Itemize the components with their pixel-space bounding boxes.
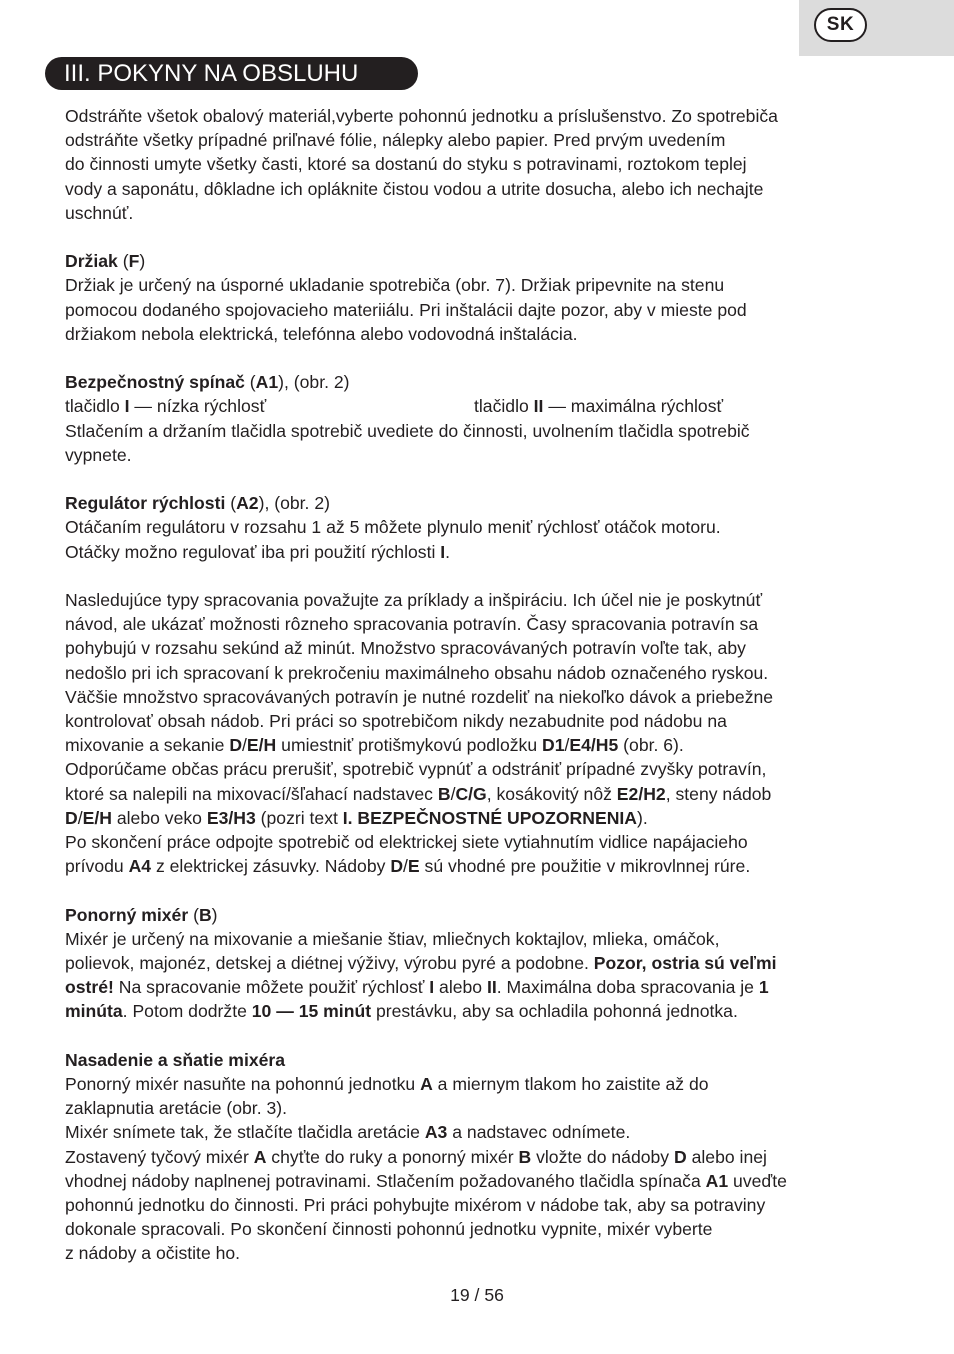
- text-line: ktoré sa nalepili na mixovací/šľahací nadstavec B/C/G, kosákovitý nôž E2/H2, steny nádob: [65, 783, 772, 804]
- max-speed-text: tlačidlo II — maximálna rýchlosť: [474, 396, 724, 417]
- holder-section: [65, 249, 915, 346]
- text-line: D/E/H alebo veko E3/H3 (pozri text I. BEZPEČNOSTNÉ UPOZORNENIA).: [65, 807, 648, 828]
- text-line: zaklapnutia aretácie (obr. 3).: [65, 1098, 288, 1119]
- text-line: Držiak je určený na úsporné ukladanie spotrebiča (obr. 7). Držiak pripevnite na stenu: [65, 275, 725, 296]
- manual-content: [65, 104, 915, 1266]
- text-line: pomocou dodaného spojovacieho materiiálu. Pri inštalácii dajte pozor, aby v mieste pod: [65, 299, 747, 320]
- text-line: Po skončení práce odpojte spotrebič od elektrickej siete vytiahnutím vidlice napájacieho: [65, 832, 748, 853]
- low-speed-text: tlačidlo I — nízka rýchlosť: [65, 396, 267, 417]
- text-line: do činnosti umyte všetky časti, ktoré sa dostanú do styku s potravinami, roztokom teplej: [65, 154, 747, 175]
- mounting-heading: Nasadenie a sňatie mixéra: [65, 1049, 286, 1070]
- text-line: odstráňte všetky prípadné priľnavé fólie, nálepky alebo papier. Pred prvým uvedením: [65, 130, 726, 151]
- language-badge: SK: [814, 8, 867, 42]
- text-line: pohybujú v rozsahu sekúnd až minút. Množstvo spracovávaných potravín voľte tak, aby: [65, 638, 746, 659]
- intro-paragraph: [65, 104, 915, 225]
- regulator-heading: Regulátor rýchlosti (A2), (obr. 2): [65, 493, 330, 514]
- text-line: mixovanie a sekanie D/E/H umiestniť protišmykovú podložku D1/E4/H5 (obr. 6).: [65, 735, 684, 756]
- text-line: dokonale spracovali. Po skončení činnosti pohonnú jednotku vypnite, mixér vyberte: [65, 1219, 713, 1240]
- text-line: Odstráňte všetok obalový materiál,vyberte pohonnú jednotku a príslušenstvo. Zo spotrebiča: [65, 106, 778, 126]
- blender-heading: Ponorný mixér (B): [65, 904, 218, 925]
- text-line: vypnete.: [65, 444, 132, 465]
- text-line: návod, ale ukázať možnosti rôzneho spracovania potravín. Časy spracovania potravín sa: [65, 614, 759, 635]
- text-line: polievok, majonéz, detskej a diétnej výživy, výrobu pyré a podobne. Pozor, ostria sú veľmi: [65, 953, 777, 974]
- text-line: minúta. Potom dodržte 10 — 15 minút prestávku, aby sa ochladila pohonná jednotka.: [65, 1001, 738, 1022]
- text-line: Mixér je určený na mixovanie a miešanie štiav, mliečnych koktajlov, mlieka, omáčok,: [65, 928, 720, 949]
- text-line: kontrolovať obsah nádob. Pri práci so spotrebičom nikdy nezabudnite pod nádobu na: [65, 711, 727, 732]
- language-tab: [799, 0, 954, 56]
- text-line: vody a saponátu, dôkladne ich opláknite čistou vodou a utrite dosucha, alebo ich nechajte: [65, 178, 764, 199]
- holder-heading: Držiak (F): [65, 251, 146, 272]
- page-number: 19 / 56: [450, 1285, 504, 1305]
- text-line: vhodnej nádoby naplnenej potravinami. Stlačením požadovaného tlačidla spínača A1 uveďte: [65, 1170, 787, 1191]
- safety-switch-section: [65, 370, 915, 467]
- speed-regulator-section: [65, 491, 915, 564]
- text-line: uschnúť.: [65, 202, 134, 223]
- text-line: nedošlo pri ich spracovaní k prekročeniu maximálneho obsahu nádob označeného ryskou.: [65, 662, 769, 683]
- immersion-blender-section: [65, 903, 915, 1024]
- text-line: prívodu A4 z elektrickej zásuvky. Nádoby D/E sú vhodné pre použitie v mikrovlnnej rúre.: [65, 856, 751, 877]
- section-title: III. POKYNY NA OBSLUHU: [45, 57, 418, 90]
- text-line: Otáčky možno regulovať iba pri použití rýchlosti I.: [65, 541, 451, 562]
- text-line: ostré! Na spracovanie môžete použiť rýchlosť I alebo II. Maximálna doba spracovania je 1: [65, 977, 769, 998]
- text-line: Ponorný mixér nasuňte na pohonnú jednotku A a miernym tlakom ho zaistite až do: [65, 1074, 709, 1095]
- text-line: z nádoby a očistite ho.: [65, 1243, 241, 1264]
- text-line: pohonnú jednotku do činnosti. Pri práci pohybujte mixérom v nádobe tak, aby sa potraviny: [65, 1195, 766, 1216]
- text-line: Nasledujúce typy spracovania považujte za príklady a inšpiráciu. Ich účel nie je poskytnúť: [65, 590, 763, 610]
- text-line: Otáčaním regulátoru v rozsahu 1 až 5 môžete plynulo meniť rýchlosť otáčok motoru.: [65, 517, 721, 538]
- switch-heading: Bezpečnostný spínač (A1), (obr. 2): [65, 372, 350, 393]
- processing-paragraph: [65, 588, 915, 878]
- text-line: Mixér snímete tak, že stlačíte tlačidla aretácie A3 a nadstavec odnímete.: [65, 1122, 631, 1143]
- text-line: držiakom nebola elektrická, telefónna alebo vodovodná inštalácia.: [65, 323, 578, 344]
- mounting-section: [65, 1048, 915, 1266]
- text-line: Stlačením a držaním tlačidla spotrebič uvediete do činnosti, uvolnením tlačidla spotrebič: [65, 420, 750, 441]
- speed-buttons-row: [65, 394, 915, 418]
- text-line: Väčšie množstvo spracovávaných potravín je nutné rozdeliť na niekoľko dávok a priebežne: [65, 686, 774, 707]
- text-line: Zostavený tyčový mixér A chyťte do ruky a ponorný mixér B vložte do nádoby D alebo inej: [65, 1146, 767, 1167]
- text-line: Odporúčame občas prácu prerušiť, spotrebič vypnúť a odstrániť prípadné zvyšky potravín,: [65, 759, 767, 780]
